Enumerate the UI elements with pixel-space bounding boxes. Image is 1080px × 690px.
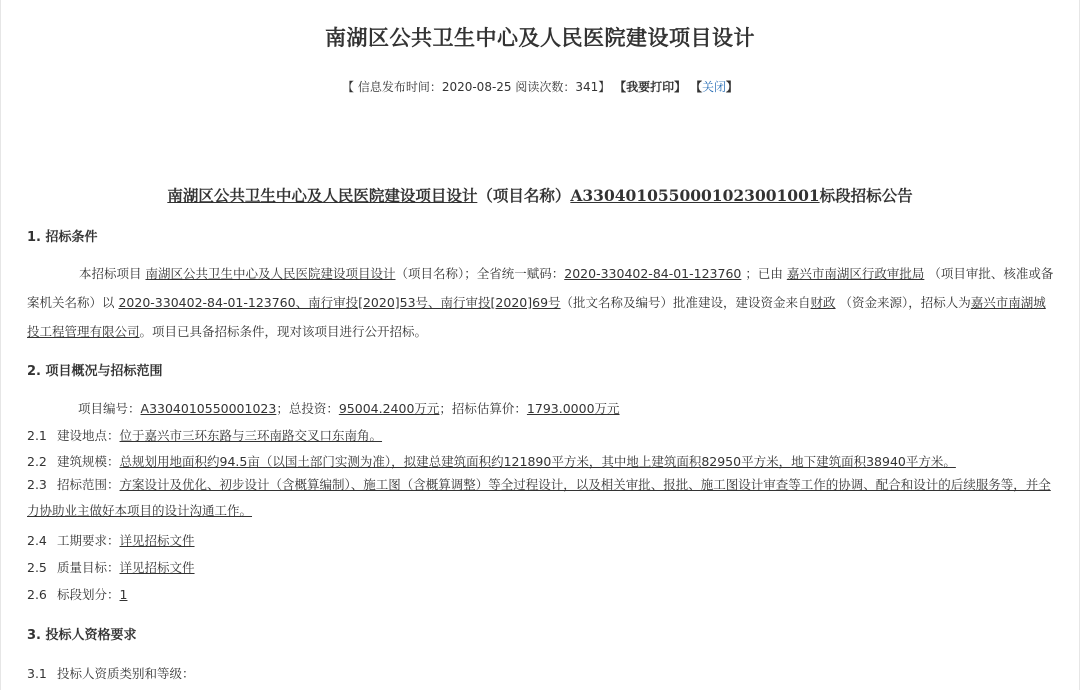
item-label: 招标范围：	[57, 477, 120, 492]
item-number: 2.2	[27, 454, 47, 469]
close-bracket-close: 】	[725, 80, 738, 94]
item-value: 详见招标文件	[119, 560, 195, 575]
item-number: 2.3	[27, 477, 47, 492]
s1-text-2: （项目名称）；全省统一赋码：	[395, 266, 565, 281]
s1-text-5: （批文名称及编号）批准建设，建设资金来自	[560, 295, 811, 310]
item-label: 质量目标：	[57, 560, 120, 575]
item-number: 2.6	[27, 587, 47, 602]
item-number: 3.1	[27, 666, 47, 681]
item-value: 详见招标文件	[119, 533, 195, 548]
publish-info: 【 信息发布时间：2020-08-25 阅读次数：341】	[342, 80, 611, 94]
s1-project-name: 南湖区公共卫生中心及人民医院建设项目设计	[145, 266, 396, 281]
info-mid-1: ；总投资：	[276, 401, 339, 416]
item-value: 总规划用地面积约94.5亩（以国土部门实测为准），拟建总建筑面积约121890平方米，其中地上建筑面积82950平方米，地下建筑面积38940平方米。	[119, 454, 956, 469]
item-number: 2.4	[27, 533, 47, 548]
item-value: 方案设计及优化、初步设计（含概算编制）、施工图（含概算调整）等全过程设计，以及相关审批、报批、施工图设计审查等工作的协调、配合和设计的后续服务等，并全力协助业主做好本项目的设计沟通工作。	[27, 477, 1051, 518]
announcement-section-code: A3304010550001023001001	[570, 186, 820, 205]
list-item	[27, 585, 127, 603]
list-item	[27, 664, 195, 682]
list-item	[27, 472, 1057, 524]
s1-text-3: ；已由	[741, 266, 787, 281]
item-number: 2.1	[27, 428, 47, 443]
s1-text-4: （项目审批、核准或备案机关名称）以	[27, 266, 1054, 310]
estimate-price: 1793.0000万元	[526, 401, 620, 416]
item-value: 1	[119, 587, 128, 602]
s1-approver: 嘉兴市南湖区行政审批局	[786, 266, 925, 281]
list-item	[27, 452, 956, 470]
section1-heading: 1. 招标条件	[27, 230, 98, 245]
section1-paragraph	[27, 259, 1057, 346]
list-item	[27, 558, 195, 576]
s1-tenderer: 嘉兴市南湖城投工程管理有限公司	[27, 295, 1046, 339]
total-investment: 95004.2400万元	[338, 401, 440, 416]
item-label: 标段划分：	[57, 587, 120, 602]
page-title: 南湖区公共卫生中心及人民医院建设项目设计	[325, 26, 755, 50]
project-info-line	[78, 399, 620, 417]
close-bracket-open: 【	[689, 80, 702, 94]
info-meta-line	[0, 78, 1080, 95]
s1-text-7: 。项目已具备招标条件，现对该项目进行公开招标。	[139, 324, 428, 339]
info-prefix: 项目编号：	[78, 401, 141, 416]
s1-text-6: （资金来源），招标人为	[835, 295, 971, 310]
announcement-title	[0, 184, 1080, 206]
announcement-project-name: 南湖区公共卫生中心及人民医院建设项目设计	[167, 186, 478, 205]
close-link[interactable]: 关闭	[701, 80, 726, 94]
item-label: 建设地点：	[57, 428, 120, 443]
s1-fund-source: 财政	[810, 295, 836, 310]
s1-unified-code: 2020-330402-84-01-123760	[564, 266, 742, 281]
item-label: 投标人资质类别和等级：	[57, 666, 195, 681]
section2-heading: 2. 项目概况与招标范围	[27, 364, 163, 379]
s1-text-1: 本招标项目	[79, 266, 146, 281]
section3-heading: 3. 投标人资格要求	[27, 628, 137, 643]
print-link[interactable]: 【我要打印】	[614, 80, 687, 94]
item-label: 工期要求：	[57, 533, 120, 548]
info-mid-2: ；招标估算价：	[439, 401, 527, 416]
s1-approval-docs: 2020-330402-84-01-123760、南行审投[2020]53号、南行审投[2020]69号	[118, 295, 561, 310]
item-label: 建筑规模：	[57, 454, 120, 469]
announcement-title-suffix: 标段招标公告	[819, 186, 913, 205]
item-number: 2.5	[27, 560, 47, 575]
announcement-title-mid: （项目名称）	[477, 186, 571, 205]
list-item	[27, 531, 195, 549]
item-value: 位于嘉兴市三环东路与三环南路交叉口东南角。	[119, 428, 383, 443]
list-item	[27, 426, 382, 444]
project-number: A3304010550001023	[140, 401, 277, 416]
